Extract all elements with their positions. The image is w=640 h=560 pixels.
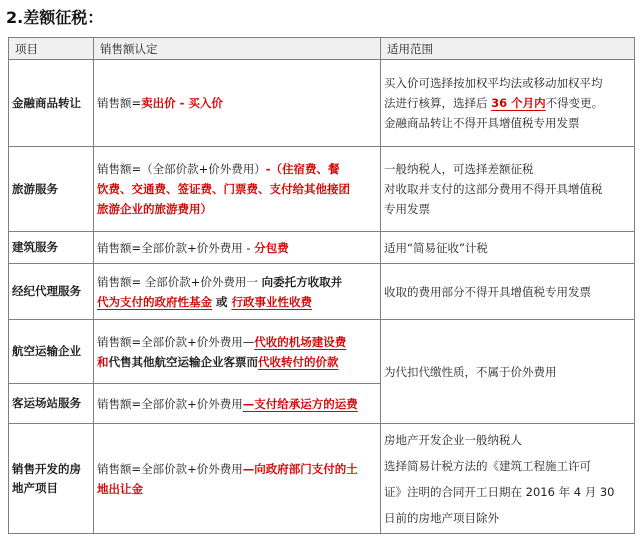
scope-line: 日前的房地产项目除外: [384, 510, 499, 525]
row-sales-tourism: [94, 147, 381, 232]
sales-line: 和代售其他航空运输企业客票而代收转付的价款: [97, 354, 339, 369]
row-sales-realestate: [94, 424, 381, 534]
column-header-sales: 销售额认定: [94, 38, 381, 60]
scope-line: 选择简易计税方法的《建筑工程施工许可: [384, 458, 591, 473]
table-row: [9, 264, 635, 320]
table-row: [9, 60, 635, 147]
row-scope-realestate: [381, 424, 635, 534]
scope-line: 买入价可选择按加权平均法或移动加权平均: [384, 76, 603, 90]
table-header-row: [9, 38, 635, 60]
sales-line: 销售额=（全部价款+价外费用）-（住宿费、餐: [97, 162, 340, 176]
row-item-financial: 金融商品转让: [9, 60, 94, 147]
row-item-aviation: 航空运输企业: [9, 320, 94, 384]
sales-line: 销售额= 全部价款+价外费用一 向委托方收取并: [97, 274, 343, 289]
scope-line: 专用发票: [384, 202, 430, 216]
row-item-station: 客运场站服务: [9, 384, 94, 424]
row-scope-tourism: [381, 147, 635, 232]
row-item-construction: 建筑服务: [9, 232, 94, 264]
column-header-item: 项目: [9, 38, 94, 60]
scope-line: 对收取并支付的这部分费用不得开具增值税: [384, 182, 603, 196]
row-sales-financial: [94, 60, 381, 147]
row-sales-agency: [94, 264, 381, 320]
sales-line: 旅游企业的旅游费用）: [97, 202, 212, 216]
table-row: [9, 424, 635, 534]
row-scope-agency: 收取的费用部分不得开具增值税专用发票: [381, 264, 635, 320]
differential-tax-table: [8, 37, 635, 534]
table-row: [9, 232, 635, 264]
row-item-realestate: 销售开发的房 地产项目: [9, 424, 94, 534]
sales-line: 地出让金: [97, 481, 143, 496]
scope-line: 证》注明的合同开工日期在 2016 年 4 月 30: [384, 484, 615, 499]
table-row: [9, 320, 635, 384]
scope-line: 法进行核算，选择后 36 个月内不得变更。: [384, 96, 604, 110]
section-heading: 2.差额征税：: [6, 8, 104, 27]
row-item-agency: 经纪代理服务: [9, 264, 94, 320]
scope-line: 房地产开发企业一般纳税人: [384, 432, 522, 447]
sales-deduction-text: 卖出价 - 买入价: [141, 96, 223, 110]
sales-line: 销售额=全部价款+价外费用—向政府部门支付的土: [97, 461, 358, 476]
row-sales-construction: 销售额=全部价款+价外费用 - 分包费: [94, 232, 381, 264]
sales-line: 饮费、交通费、签证费、门票费、支付给其他接团: [97, 182, 350, 196]
column-header-scope: 适用范围: [381, 38, 635, 60]
row-sales-station: 销售额=全部价款+价外费用—支付给承运方的运费: [94, 384, 381, 424]
scope-line: 一般纳税人，可选择差额征税: [384, 162, 534, 176]
row-scope-financial: [381, 60, 635, 147]
sales-line: 代为支付的政府性基金 或 行政事业性收费: [97, 294, 313, 309]
scope-line: 金融商品转让不得开具增值税专用发票: [384, 116, 580, 130]
row-item-tourism: 旅游服务: [9, 147, 94, 232]
scope-highlight: 36 个月内: [491, 96, 546, 110]
row-scope-aviation-station: 为代扣代缴性质，不属于价外费用: [381, 320, 635, 424]
row-sales-aviation: [94, 320, 381, 384]
table-row: [9, 147, 635, 232]
sales-formula-text: 销售额=: [97, 96, 142, 110]
sales-line: 销售额=全部价款+价外费用—代收的机场建设费: [97, 334, 347, 349]
row-scope-construction: 适用“简易征收”计税: [381, 232, 635, 264]
